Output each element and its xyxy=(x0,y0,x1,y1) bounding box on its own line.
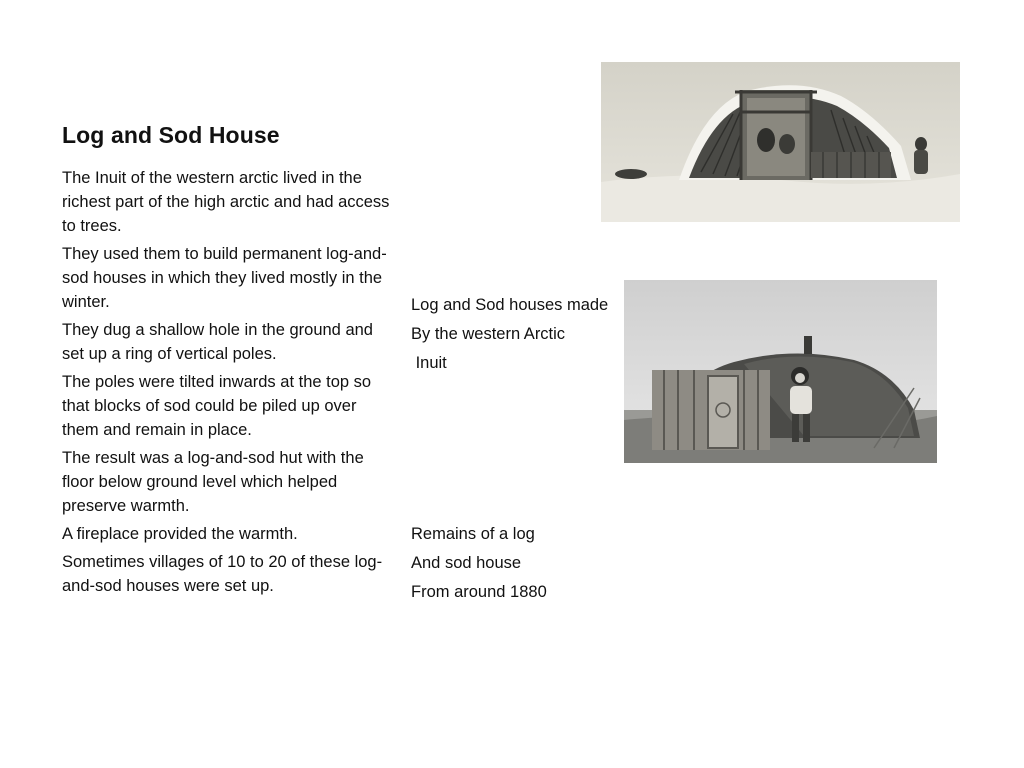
paragraph: The poles were tilted inwards at the top so that blocks of sod could be piled up over them and remain in place. xyxy=(62,373,372,439)
caption-line: Inuit xyxy=(411,354,447,372)
caption-line: By the western Arctic xyxy=(411,325,566,343)
paragraph: They used them to build permanent log-and-sod houses in which they lived mostly in the winter. xyxy=(62,245,387,311)
paragraph: They dug a shallow hole in the ground and set up a ring of vertical poles. xyxy=(62,321,373,363)
caption-remains xyxy=(411,520,547,607)
paragraph: A fireplace provided the warmth. xyxy=(62,525,298,543)
photo-remains-log-sod-house xyxy=(624,280,937,463)
caption-log-sod-houses xyxy=(411,291,608,378)
slide-title: Log and Sod House xyxy=(62,122,280,148)
illustration-log-sod-house xyxy=(601,62,960,222)
body-text xyxy=(62,166,392,602)
paragraph: The Inuit of the western arctic lived in the richest part of the high arctic and had access to trees. xyxy=(62,169,390,235)
paragraph: The result was a log-and-sod hut with the floor below ground level which helped preserve warmth. xyxy=(62,449,364,515)
paragraph: Sometimes villages of 10 to 20 of these log-and-sod houses were set up. xyxy=(62,553,383,595)
caption-line: And sod house xyxy=(411,554,522,572)
caption-line: Log and Sod houses made xyxy=(411,296,609,314)
caption-line: From around 1880 xyxy=(411,583,547,601)
caption-line: Remains of a log xyxy=(411,525,535,543)
